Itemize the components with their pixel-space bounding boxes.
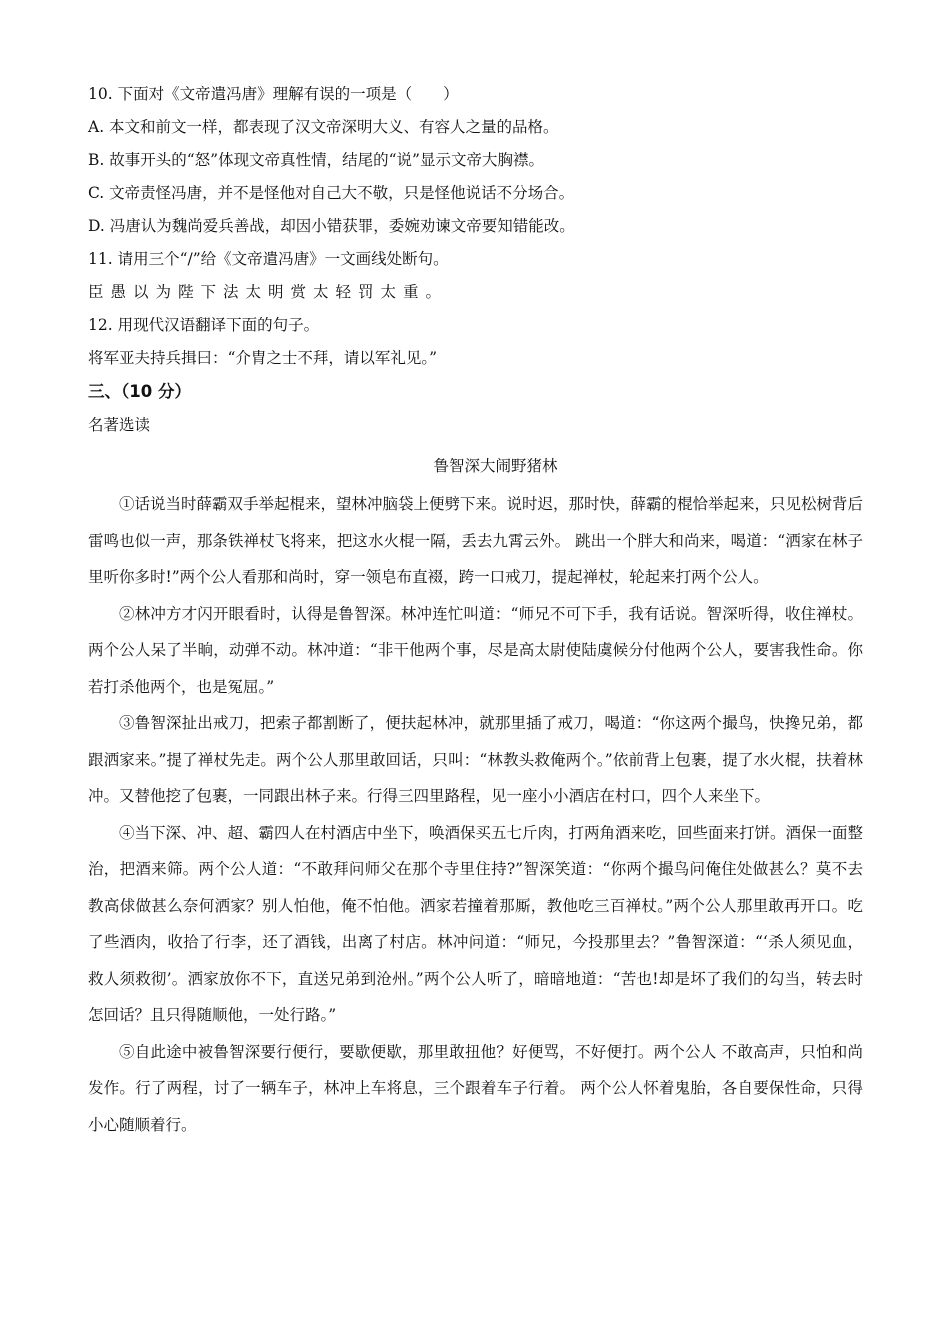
question-12-stem: 12. 用现代汉语翻译下面的句子。 bbox=[88, 316, 320, 334]
question-11-stem: 11. 请用三个“/”给《文帝遣冯唐》一文画线处断句。 bbox=[88, 250, 449, 268]
question-11 bbox=[88, 243, 863, 309]
section-three-heading: 三、（10 分） bbox=[88, 382, 191, 401]
article-paragraph-4: ④当下深、冲、超、霸四人在村酒店中坐下，唤酒保买五七斤肉，打两角酒来吃，回些面来打饼。酒保一面整治，把酒来筛。两个公人道：“不敢拜问师父在那个寺里住持?”智深笑道：“你两个撮鸟问俺住处做甚么？莫不去教高俅做甚么奈何洒家？别人怕他，俺不怕他。洒家若撞着那厮，教他吃三百禅杖。”两个公人那里敢再开口。吃了些酒肉，收拾了行李，还了酒钱，出离了村店。林冲问道：“师兄，今投那里去？”鲁智深道：“‘杀人须见血， 救人须救彻’。洒家放你不下，直送兄弟到沧州。”两个公人听了，暗暗地道：“苦也!却是坏了我们的勾当，转去时怎回话？且只得随顺他，一处行路。” bbox=[88, 823, 864, 1024]
article-paragraph-1: ①话说当时薛霸双手举起棍来，望林冲脑袋上便劈下来。说时迟，那时快，薛霸的棍恰举起来，只见松树背后雷鸣也似一声，那条铁禅杖飞将来，把这水火棍一隔，丢去九霄云外。 跳出一个胖大和尚来，喝道：“洒家在林子里听你多时!”两个公人看那和尚时，穿一领皂布直裰，跨一口戒刀，提起禅杖，轮起来打两个公人。 bbox=[88, 495, 864, 586]
article-paragraph-3: ③鲁智深扯出戒刀，把索子都割断了，便扶起林冲，就那里插了戒刀，喝道：“你这两个撮鸟，快搀兄弟，都跟洒家来。”提了禅杖先走。两个公人那里敢回话，只叫：“林教头救俺两个。”依前背上包裹，提了水火棍，扶着林冲。又替他挖了包裹，一同跟出林子来。行得三四里路程，见一座小小酒店在村口，四个人来坐下。 bbox=[88, 714, 863, 805]
question-10-stem: 10. 下面对《文帝遣冯唐》理解有误的一项是（ ） bbox=[88, 85, 459, 103]
article-paragraph-2: ②林冲方才闪开眼看时，认得是鲁智深。林冲连忙叫道：“师兄不可下手，我有话说。智深听得，收住禅杖。两个公人呆了半晌，动弹不动。林冲道：“非干他两个事，尽是高太尉使陆虞候分付他两个公人，要害我性命。你若打杀他两个，也是冤屈。” bbox=[88, 604, 863, 696]
section-three bbox=[88, 375, 863, 1143]
question-12 bbox=[88, 309, 863, 375]
exam-page bbox=[88, 78, 863, 1143]
question-10 bbox=[88, 78, 863, 243]
question-10-option-b: B. 故事开头的“怒”体现文帝真性情，结尾的“说”显示文帝大胸襟。 bbox=[88, 151, 544, 169]
question-10-option-c: C. 文帝责怪冯唐，并不是怪他对自己大不敬，只是怪他说话不分场合。 bbox=[88, 184, 575, 202]
article-paragraph-5: ⑤自此途中被鲁智深要行便行，要歇便歇，那里敢扭他？好便骂，不好便打。两个公人 不敢高声，只怕和尚发作。行了两程，讨了一辆车子，林冲上车将息，三个跟着车子行着。 两个公人怀着鬼胎，各自要保性命，只得小心随顺着行。 bbox=[88, 1042, 863, 1134]
question-10-option-d: D. 冯唐认为魏尚爱兵善战，却因小错获罪，委婉劝谏文帝要知错能改。 bbox=[88, 217, 575, 235]
article-title: 鲁智深大闹野猪林 bbox=[433, 457, 558, 475]
question-12-sentence: 将军亚夫持兵揖曰：“介胄之士不拜，请以军礼见。” bbox=[88, 349, 438, 367]
section-three-subheading: 名著选读 bbox=[88, 416, 151, 434]
question-11-sentence: 臣愚以为陛下法太明赏太轻罚太重。 bbox=[88, 283, 449, 301]
question-10-option-a: A. 本文和前文一样，都表现了汉文帝深明大义、有容人之量的品格。 bbox=[88, 118, 559, 136]
